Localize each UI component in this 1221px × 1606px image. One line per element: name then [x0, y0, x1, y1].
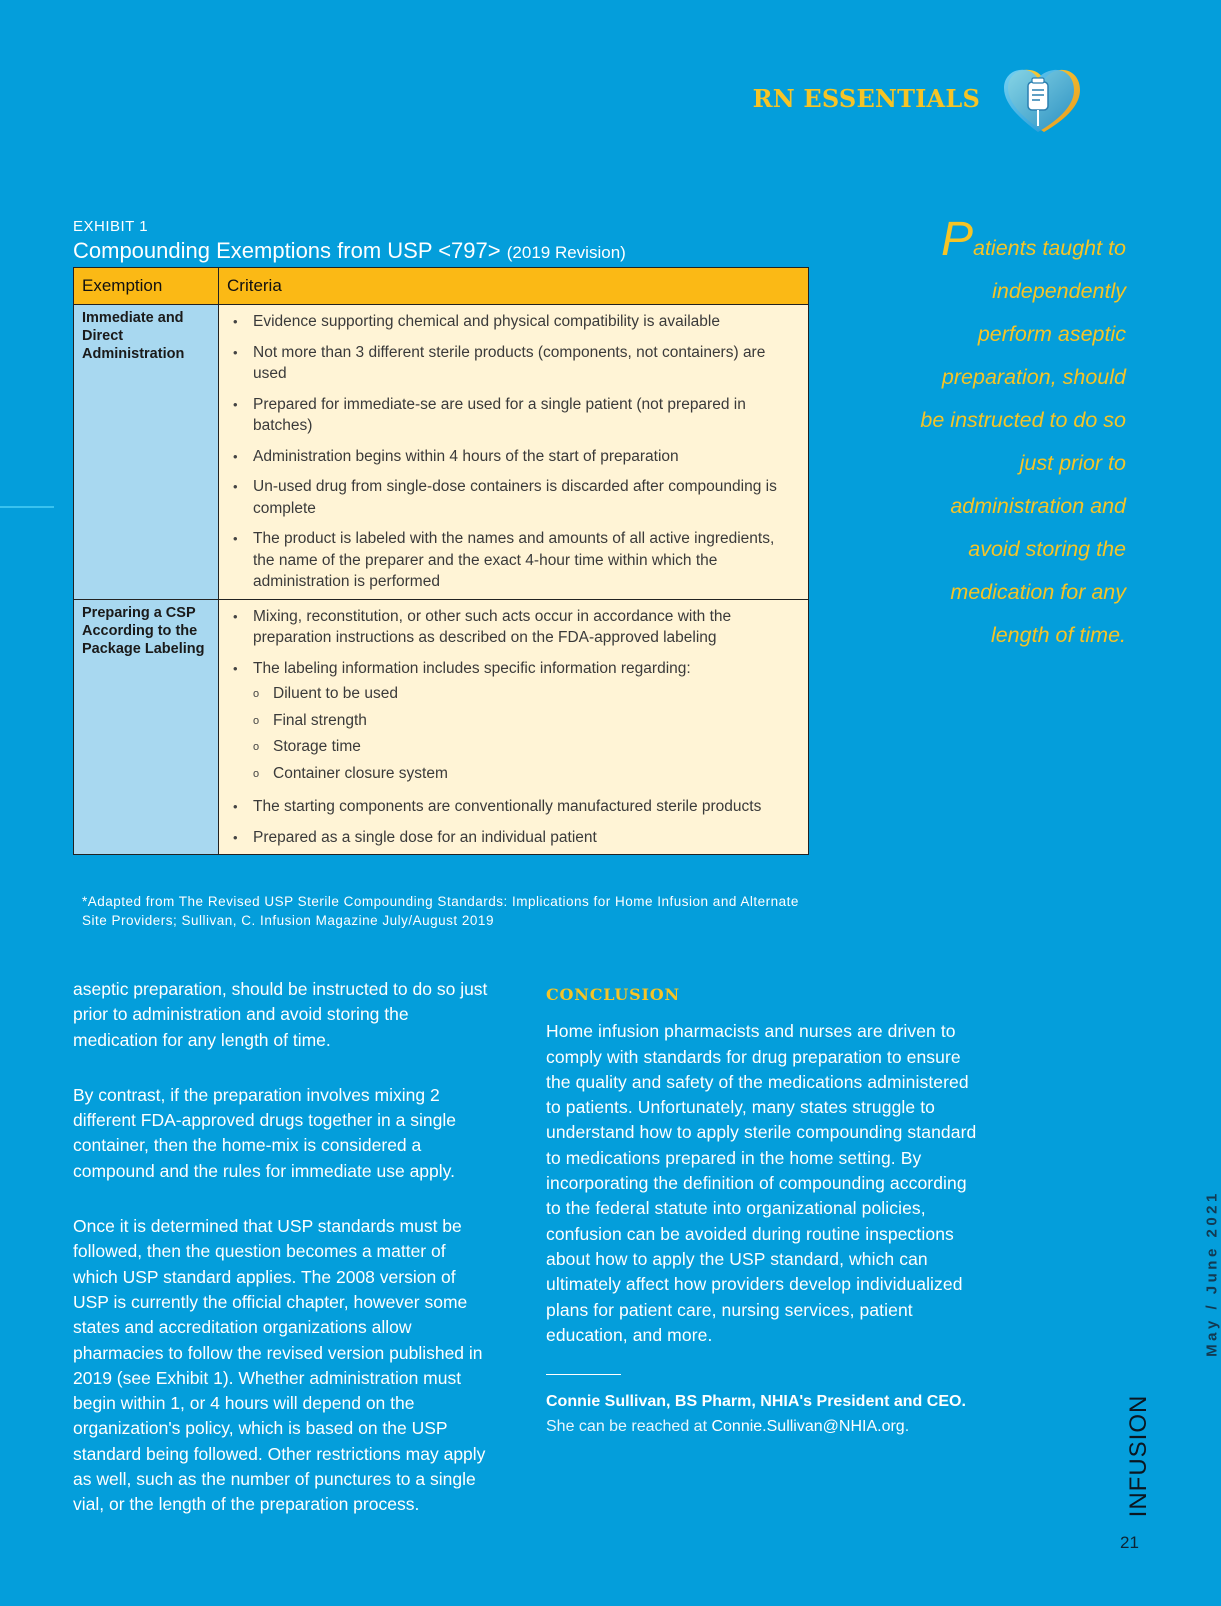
body-paragraph: aseptic preparation, should be instructed to do so just prior to administration and avoid storing the medication for any length of time.	[73, 979, 488, 1050]
contact-email-link[interactable]: Connie.Sullivan@NHIA.org	[711, 1418, 905, 1436]
margin-rule	[0, 506, 54, 508]
issue-date: May / June 2021	[1203, 1190, 1221, 1357]
criteria-item: • Un-used drug from single-dose containers is discarded after compounding is complete	[233, 476, 792, 519]
author-byline: Connie Sullivan, BS Pharm, NHIA's President and CEO.	[546, 1393, 966, 1411]
criteria-item: • Administration begins within 4 hours of the start of preparation	[233, 446, 792, 468]
page-number: 21	[1120, 1533, 1139, 1552]
iv-bag-heart-icon	[1000, 66, 1082, 138]
body-paragraph: Once it is determined that USP standards must be followed, then the question becomes a matter of which USP standard applies. The 2008 version of USP is currently the official chapter, however some states and accreditation organizations allow pharmacies to follow the revised version published in 2019 (see Exhibit 1). Whether administration must begin within 1, or 4 hours will depend on the organization's policy, which is based on the USP standard being followed. Other restrictions may apply as well, such as the number of punctures to a single vial, or the length of the preparation process.	[73, 1216, 486, 1515]
sub-criteria-item: o Storage time	[253, 734, 792, 761]
column-header-criteria: Criteria	[219, 268, 809, 305]
criteria-item: • Mixing, reconstitution, or other such acts occur in accordance with the preparation instructions as described on the FDA-approved labeling	[233, 606, 792, 649]
exemption-cell: Preparing a CSP According to the Package Labeling	[74, 599, 219, 855]
pull-quote-dropcap: P	[940, 213, 973, 266]
body-paragraph: By contrast, if the preparation involves mixing 2 different FDA-approved drugs together in a single container, then the home-mix is considered a compound and the rules for immediate use apply.	[73, 1084, 456, 1181]
column-header-exemption: Exemption	[74, 268, 219, 305]
criteria-item-text: The labeling information includes specific information regarding:	[253, 659, 691, 677]
table-footnote: *Adapted from The Revised USP Sterile Compounding Standards: Implications for Home Infusion and Alternate Site Providers; Sullivan, C. Infusion Magazine July/August 2019	[82, 894, 799, 928]
contact-suffix: .	[904, 1418, 910, 1436]
criteria-item: • The product is labeled with the names and amounts of all active ingredients, the name of the preparer and the exact 4-hour time within which the administration is performed	[233, 528, 792, 593]
criteria-cell	[219, 305, 809, 600]
criteria-item-with-sublist	[233, 658, 792, 788]
exhibit-title-suffix: (2019 Revision)	[506, 243, 626, 262]
table-row	[74, 599, 809, 855]
magazine-logo: INFUSION	[1125, 1394, 1152, 1518]
sub-criteria-list	[253, 681, 792, 787]
exemptions-table	[73, 267, 809, 855]
conclusion-paragraph: Home infusion pharmacists and nurses are driven to comply with standards for drug preparation to ensure the quality and safety of the medications administered to patients. Unfortunately, many states struggle to understand how to apply sterile compounding standard to medications prepared in the home setting. By incorporating the definition of compounding according to the federal statute into organizational policies, confusion can be avoided during routine inspections about how to apply the USP standard, which can ultimately affect how providers develop individualized plans for patient care, nursing services, patient education, and more.	[546, 1021, 977, 1345]
table-row	[74, 305, 809, 600]
author-contact	[546, 1414, 978, 1439]
criteria-item: • Prepared for immediate-se are used for a single patient (not prepared in batches)	[233, 394, 792, 437]
sub-criteria-item: o Final strength	[253, 708, 792, 735]
body-column-left	[73, 977, 488, 1548]
criteria-item: • The starting components are conventionally manufactured sterile products	[233, 796, 792, 818]
table-header-row	[74, 268, 809, 305]
pull-quote	[920, 213, 1126, 657]
criteria-item: • Prepared as a single dose for an individual patient	[233, 827, 792, 849]
pull-quote-text: atients taught to independently perform aseptic preparation, should be instructed to do so just prior to administration and avoid storing the medication for any length of time.	[920, 236, 1126, 647]
criteria-cell	[219, 599, 809, 855]
sub-criteria-item: o Diluent to be used	[253, 681, 792, 708]
sub-criteria-item: o Container closure system	[253, 761, 792, 788]
exemption-cell: Immediate and Direct Administration	[74, 305, 219, 600]
exhibit-title-main: Compounding Exemptions from USP <797>	[73, 238, 501, 263]
section-title: RN ESSENTIALS	[752, 84, 980, 113]
author-divider	[546, 1374, 621, 1375]
criteria-list	[233, 606, 792, 849]
criteria-item: • Not more than 3 different sterile products (components, not containers) are used	[233, 342, 792, 385]
conclusion-heading: CONCLUSION	[546, 985, 680, 1004]
criteria-item: • Evidence supporting chemical and physical compatibility is available	[233, 311, 792, 333]
contact-prefix: She can be reached at	[546, 1418, 708, 1436]
exhibit-label: EXHIBIT 1	[73, 218, 149, 235]
exhibit-title	[73, 238, 626, 264]
body-column-right	[546, 982, 978, 1439]
criteria-list	[233, 311, 792, 593]
